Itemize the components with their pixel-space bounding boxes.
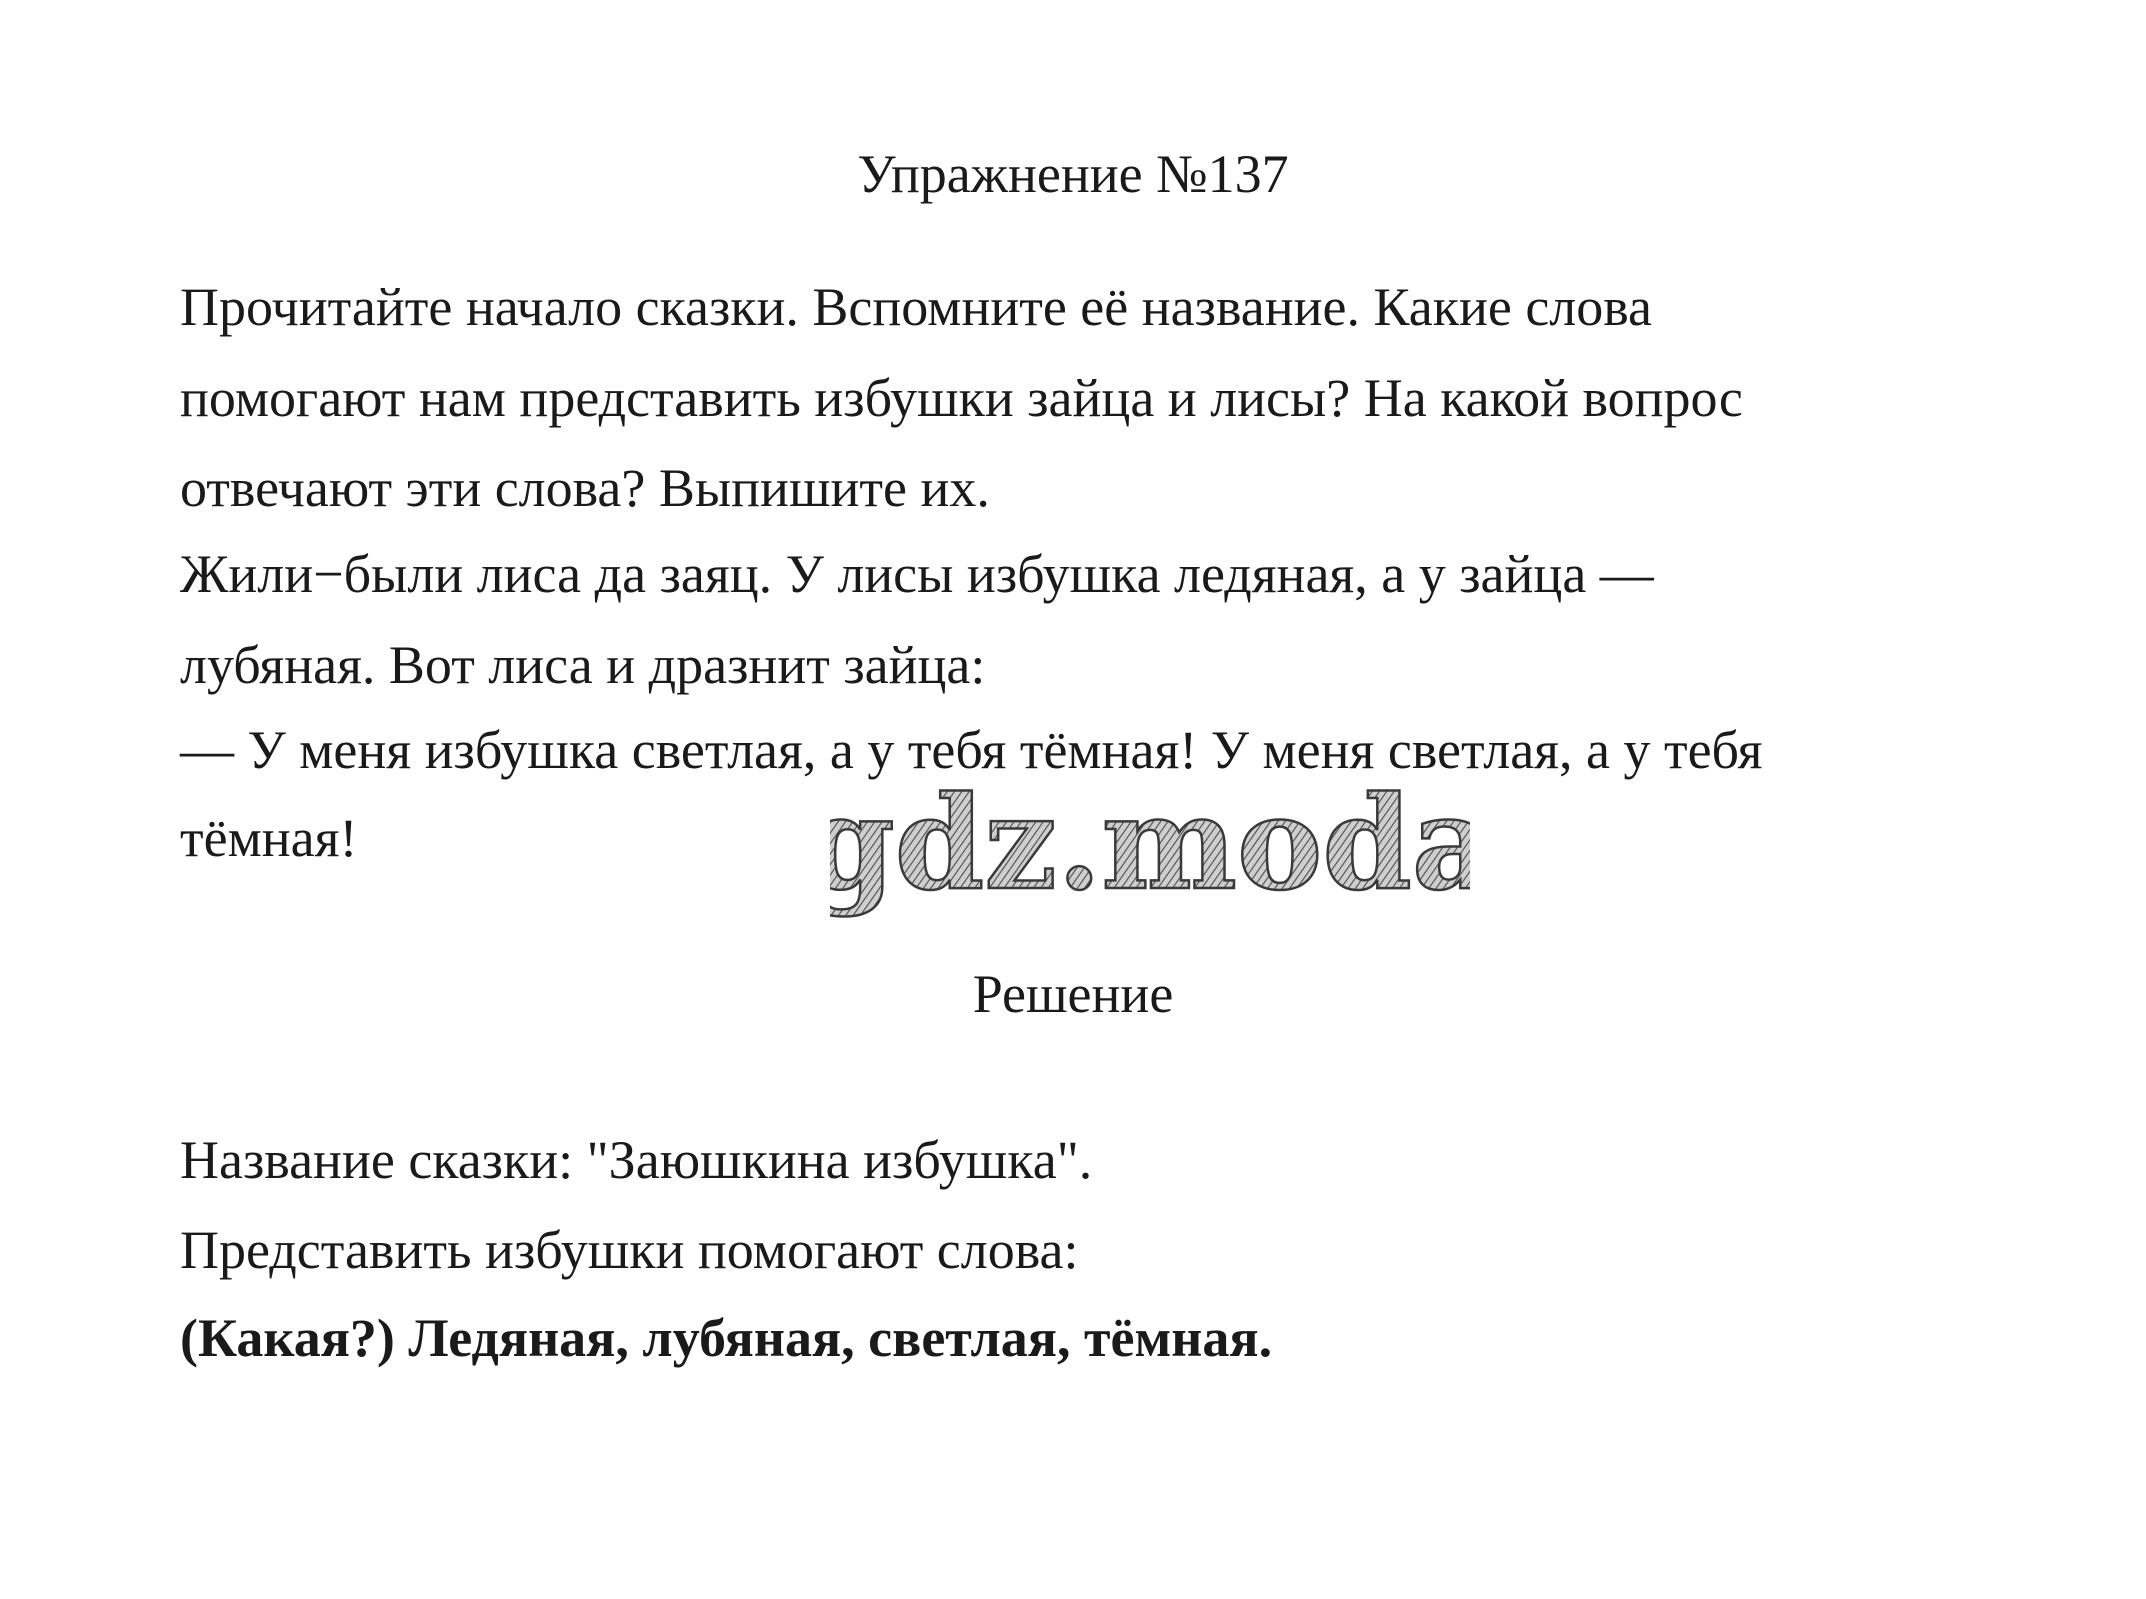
exercise-title: Упражнение №137: [857, 144, 1289, 204]
task-line-3: отвечают эти слова? Выпишите их.: [180, 458, 990, 518]
answer-line-3: (Какая?) Ледяная, лубяная, светлая, тёмная.: [180, 1308, 1273, 1368]
watermark-logo: [830, 780, 1470, 930]
watermark-text: gdz.moda: [830, 780, 1470, 919]
answer-line-2: Представить избушки помогают слова:: [180, 1220, 1079, 1280]
solution-heading: Решение: [972, 964, 1174, 1024]
task-line-1: Прочитайте начало сказки. Вспомните её название. Какие слова: [180, 277, 1653, 337]
task-line-7: тёмная!: [180, 808, 358, 868]
task-line-5: лубяная. Вот лиса и дразнит зайца:: [180, 635, 986, 695]
task-line-6: — У меня избушка светлая, а у тебя тёмная! У меня светлая, а у тебя: [180, 720, 1763, 780]
task-line-2: помогают нам представить избушки зайца и лисы? На какой вопрос: [180, 368, 1743, 428]
answer-line-1: Название сказки: "Заюшкина избушка".: [180, 1130, 1093, 1190]
task-line-4: Жили−были лиса да заяц. У лисы избушка ледяная, а у зайца —: [180, 544, 1654, 604]
